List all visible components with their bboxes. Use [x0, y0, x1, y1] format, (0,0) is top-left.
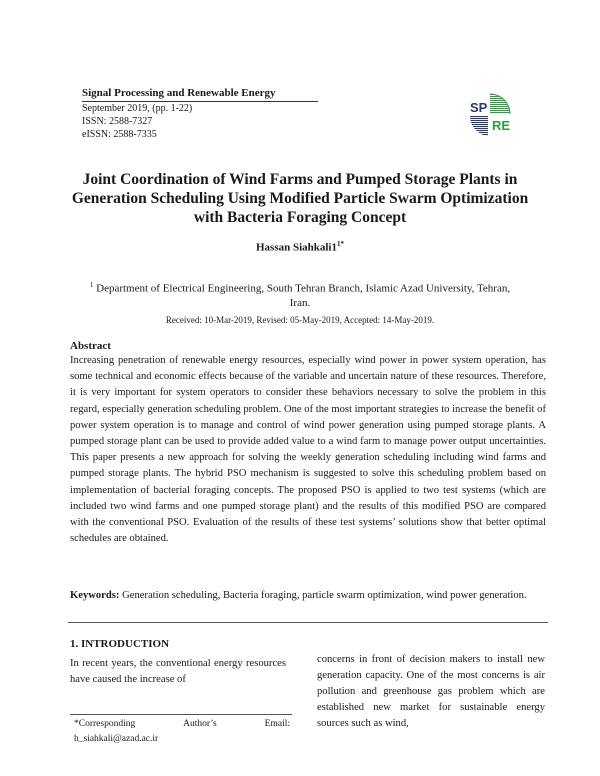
author-superscript: 1*	[337, 240, 344, 248]
affiliation-superscript: 1	[89, 281, 94, 289]
journal-eissn: eISSN: 2588-7335	[82, 129, 157, 140]
paper-title: Joint Coordination of Wind Farms and Pumped Storage Plants in Generation Scheduling Using Modified Particle Swarm Optimization with Bacteria Foraging Concept	[71, 171, 529, 226]
footnote-part3: Email:	[264, 719, 290, 729]
introduction-left-column: In recent years, the conventional energy resources have caused the increase of	[70, 658, 286, 685]
keywords-label: Keywords:	[70, 590, 120, 601]
section-divider	[68, 622, 548, 623]
abstract-body: Increasing penetration of renewable energy resources, especially wind power in power system operation, has some technical and economic effects because of the variable and uncertain nature of these resources. Therefore, it is very important for system operators to consider these behaviors necessary to solve the problem in this regard, especially generation scheduling problem. One of the most important strategies to increase the benefit of power system operation is to manage and control of wind power generation using pumped storage plants. A pumped storage plant can be used to provide added value to a wind farm to manage power output uncertainties. This paper presents a new approach for solving the weekly generation scheduling including wind farms and pumped storage plants. The hybrid PSO mechanism is suggested to solve this scheduling problem based on implementation of bacterial foraging concepts. The proposed PSO is applied to two test systems (which are included two wind farms and one pumped storage plant) and the results of this modified PSO are compared with the conventional PSO. Evaluation of the results of these test systems’ solutions show that better optimal schedules are obtained.	[70, 355, 546, 545]
submission-dates: Received: 10-Mar-2019, Revised: 05-May-2019, Accepted: 14-May-2019.	[165, 315, 435, 325]
svg-text:SP: SP	[470, 100, 488, 115]
journal-issn: ISSN: 2588-7327	[82, 116, 153, 127]
abstract-heading: Abstract	[70, 340, 111, 352]
affiliation	[80, 278, 520, 310]
footnote-part2: Author’s	[183, 719, 217, 729]
journal-header	[82, 86, 318, 141]
journal-name: Signal Processing and Renewable Energy	[82, 86, 318, 102]
introduction-heading: 1. INTRODUCTION	[70, 638, 170, 650]
keywords	[70, 588, 546, 604]
author-name	[60, 240, 540, 254]
journal-issue: September 2019, (pp. 1-22)	[82, 103, 193, 114]
svg-text:RE: RE	[492, 118, 511, 133]
footnote-part1: *Corresponding	[74, 719, 136, 729]
introduction-right-column: concerns in front of decision makers to install new generation capacity. One of the most concerns is air pollution and greenhouse gas problem which are established new market for sustainable energy sources such as wind,	[317, 654, 545, 729]
footnote-divider	[70, 714, 292, 715]
author-email[interactable]: h_siahkali@azad.ac.ir	[74, 734, 159, 744]
spre-logo-icon	[460, 92, 520, 136]
author-text: Hassan Siahkali1	[255, 241, 337, 254]
affiliation-text: Department of Electrical Engineering, South Tehran Branch, Islamic Azad University, Tehran, Iran.	[96, 282, 511, 309]
keywords-text: Generation scheduling, Bacteria foraging, particle swarm optimization, wind power generation.	[119, 590, 527, 601]
corresponding-author-footnote	[74, 717, 290, 747]
journal-logo	[460, 92, 520, 136]
